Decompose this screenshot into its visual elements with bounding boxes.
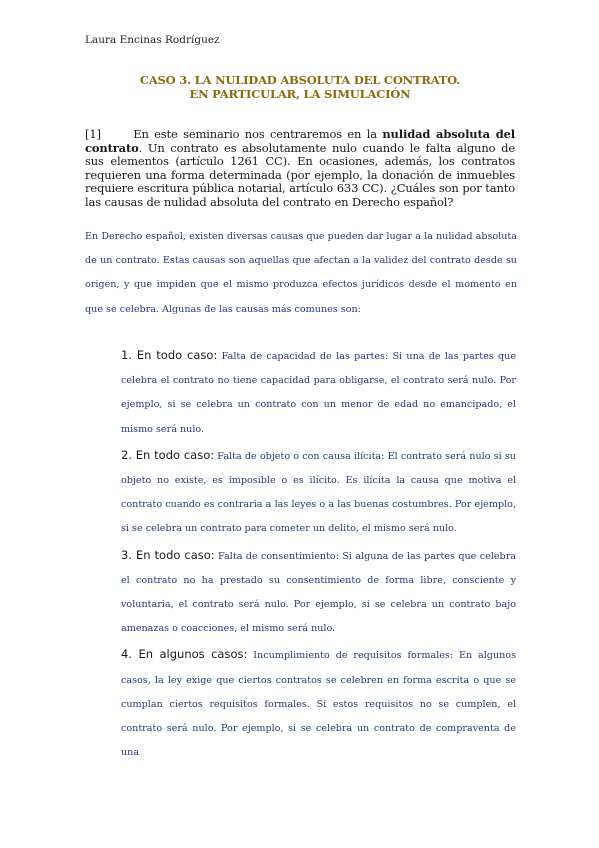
question-text-post: . Un contrato es absolutamente nulo cuando le falta alguno de sus elementos (artículo 1261 CC). En ocasiones, además, los contratos requieren una forma determinada (por ejemplo, la donación de inmuebles requiere escritura pública notarial, artículo 633 CC). ¿Cuáles son por tanto las causas de nulidad absoluta del contrato en Derecho español?: [85, 140, 515, 209]
question-text-pre: En este seminario nos centraremos en la: [133, 127, 383, 141]
list-item: [121, 543, 516, 642]
author-name: Laura Encinas Rodríguez: [85, 34, 220, 46]
list-item-lead: 1. En todo caso:: [121, 348, 218, 362]
list-item-text: Falta de objeto o con causa ilícita: El contrato será nulo si su objeto no existe, es imposible o es ilícito. Es ilícita la causa que motiva el contrato cuando es contraria a las leyes o a las buenas costumbres. Por ejemplo, si se celebra un contrato para cometer un delito, el mismo será nulo.: [121, 450, 516, 535]
case-title-line-2: EN PARTICULAR, LA SIMULACIÓN: [189, 87, 411, 101]
question-number: [1]: [85, 127, 101, 141]
causes-list: [121, 343, 516, 765]
list-item-text: Falta de capacidad de las partes: Si una de las partes que celebra el contrato no tiene capacidad para obligarse, el contrato será nulo. Por ejemplo, si se celebra un contrato con un menor de edad no emancipado, el mismo será nulo.: [121, 351, 516, 435]
case-title: [85, 73, 515, 101]
list-item-lead: 2. En todo caso:: [121, 447, 215, 462]
list-item-lead: 4. En algunos casos:: [121, 647, 248, 662]
list-item: [121, 343, 516, 442]
case-title-line-1: CASO 3. LA NULIDAD ABSOLUTA DEL CONTRATO.: [139, 73, 461, 87]
list-item-text: Incumplimiento de requisitos formales: En algunos casos, la ley exige que ciertos contratos se celebren en forma escrita o que se cumplan ciertos requisitos formales. Si estos requisitos no se cumplen, el contrato será nulo. Por ejemplo, si se celebra un contrato de compraventa de una: [121, 650, 517, 759]
answer-intro-paragraph: En Derecho español, existen diversas causas que pueden dar lugar a la nulidad absoluta de un contrato. Estas causas son aquellas que afectan a la validez del contrato desde su origen, y que impiden que el mismo produzca efectos jurídicos desde el momento en que se celebra. Algunas de las causas más comunes son:: [85, 231, 517, 315]
list-item: [121, 642, 516, 765]
list-item: [121, 443, 516, 542]
list-item-lead: 3. En todo caso:: [121, 547, 215, 562]
question-paragraph: [85, 128, 515, 210]
question-bold-term: nulidad absoluta del contrato: [85, 127, 515, 155]
list-item-text: Falta de consentimiento: Si alguna de las partes que celebra el contrato no ha prestado su consentimiento de forma libre, consciente y voluntaria, el contrato será nulo. Por ejemplo, si se celebra un contrato bajo amenazas o coacciones, el mismo será nulo.: [121, 550, 516, 635]
